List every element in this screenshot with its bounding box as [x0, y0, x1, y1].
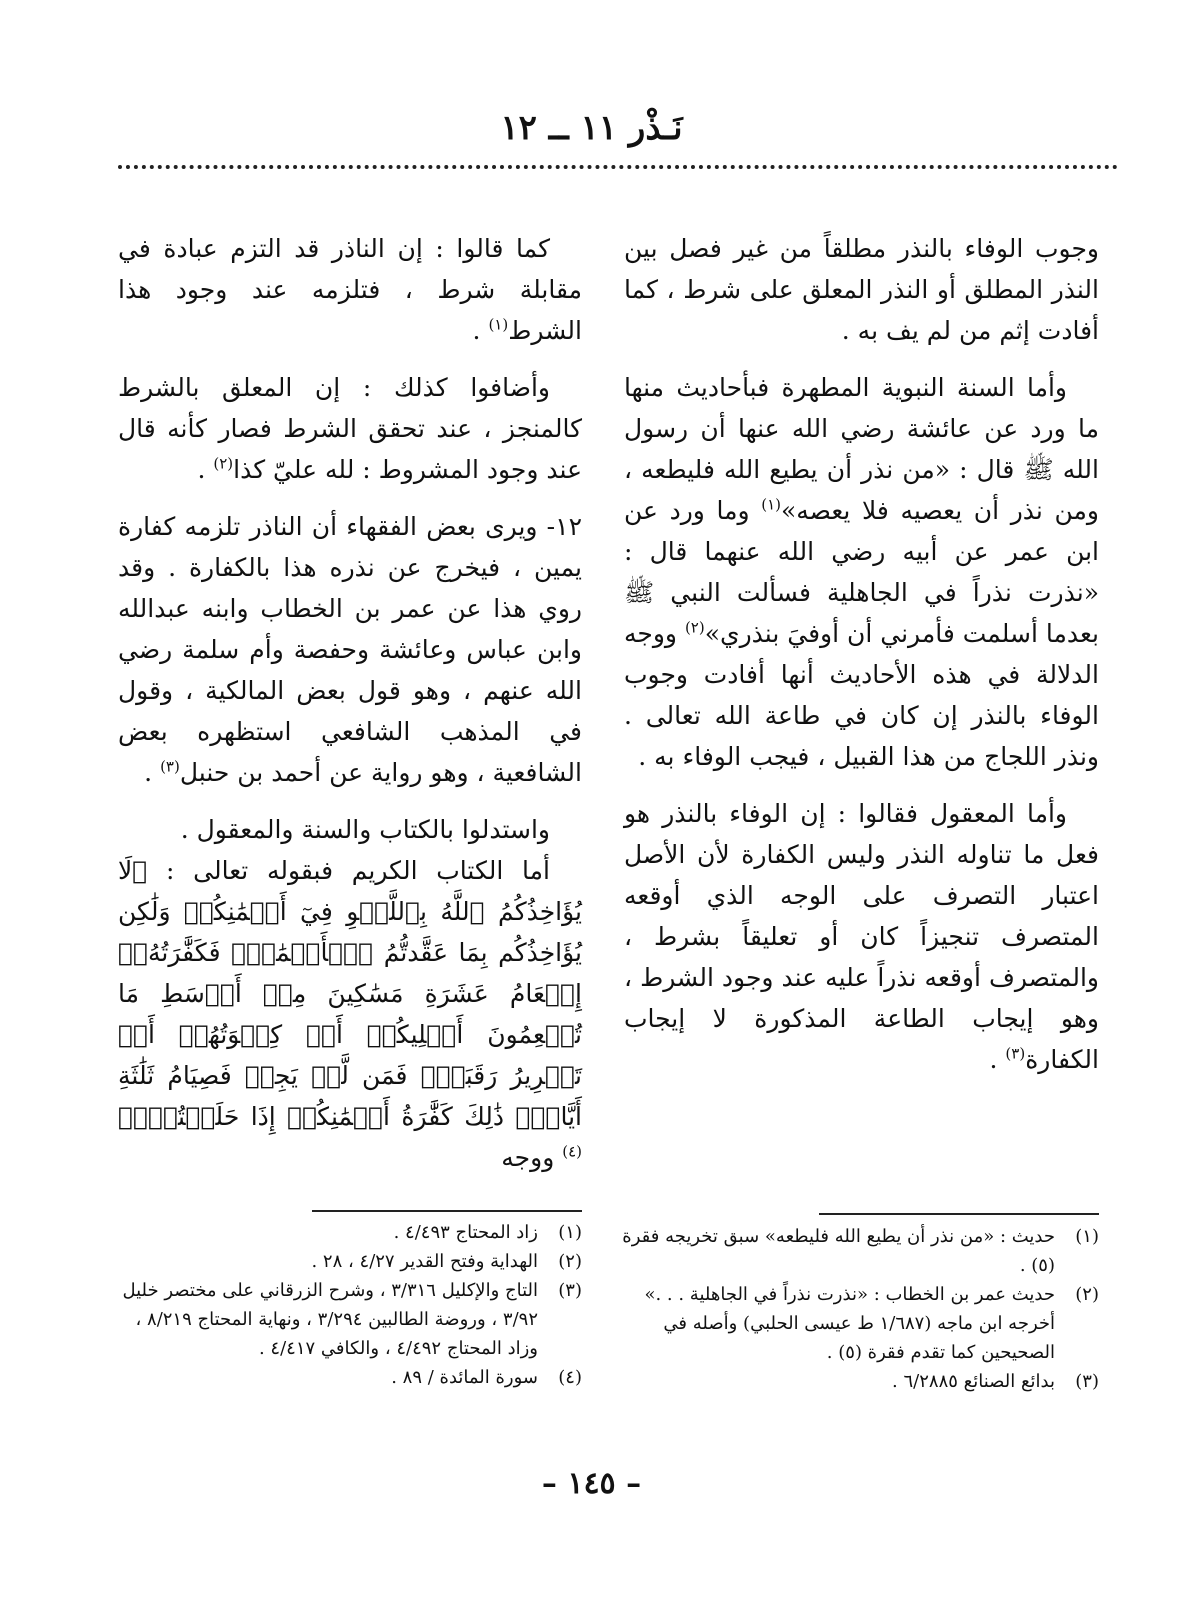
page-number: – ١٤٥ – — [541, 1466, 642, 1501]
footnote-item — [108, 1276, 582, 1363]
left-p5-intro: أما الكتاب الكريم فبقوله تعالى : — [147, 856, 550, 885]
left-paragraph-2 — [118, 367, 582, 490]
footnote-ref-1: (١) — [761, 495, 781, 514]
left-p3-end: . — [144, 758, 161, 787]
footnote-number: (٢) — [1075, 1284, 1099, 1305]
left-paragraph-1 — [118, 228, 582, 351]
footnote-item — [600, 1280, 1099, 1367]
footnote-ref-3: (٣) — [1005, 1044, 1026, 1063]
footnote-rule-left — [312, 1210, 582, 1212]
footnote-text: التاج والإكليل ٣/٣١٦ ، وشرح الزرقاني على مختصر خليل ٣/٩٢ ، وروضة الطالبين ٣/٢٩٤ ، ونهاية المحتاج ٨/٢١٩ ، وزاد المحتاج ٤/٤٩٢ ، والكافي ٤/٤١٧ . — [122, 1280, 538, 1359]
right-p2-text-a: وأما السنة النبوية المطهرة فبأحاديث منها ما ورد عن عائشة رضي الله عنها أن رسول الله ﷺ قال : «من نذر أن يطيع الله فليطعه ، ومن نذر أن يعصيه فلا يعصه» — [624, 373, 1099, 525]
footnote-number: (١) — [558, 1222, 582, 1243]
right-paragraph-3 — [624, 793, 1099, 1080]
footnote-ref-2: (٢) — [684, 618, 705, 637]
footnote-number: (١) — [1075, 1226, 1099, 1247]
header-dotted-rule — [118, 165, 1118, 169]
left-p2-text: وأضافوا كذلك : إن المعلق بالشرط كالمنجز ، عند تحقق الشرط فصار كأنه قال عند وجود المشروط : لله عليّ كذا — [118, 373, 582, 484]
left-paragraph-4: واستدلوا بالكتاب والسنة والمعقول . — [180, 815, 550, 844]
footnote-item — [600, 1222, 1099, 1280]
quran-verse: ﴿لَا يُؤَاخِذُكُمُ ٱللَّهُ بِٱللَّغۡوِ فِيٓ أَيۡمَٰنِكُمۡ وَلَٰكِن يُؤَاخِذُكُم بِمَا عَقَّدتُّمُ ٱلۡأَيۡمَٰنَۖ فَكَفَّٰرَتُهُۥٓ إِطۡعَامُ عَشَرَةِ مَسَٰكِينَ مِنۡ أَوۡسَطِ مَا تُطۡعِمُونَ أَهۡلِيكُمۡ أَوۡ كِسۡوَتُهُمۡ أَوۡ تَحۡرِيرُ رَقَبَةٖۖ فَمَن لَّمۡ يَجِدۡ فَصِيَامُ ثَلَٰثَةِ أَيَّامٖۚ ذَٰلِكَ كَفَّٰرَةُ أَيۡمَٰنِكُمۡ إِذَا حَلَفۡتُمۡۚ﴾ — [118, 856, 582, 1131]
footnotes-left — [108, 1218, 582, 1392]
footnote-ref-3: (٣) — [160, 757, 180, 776]
left-p3-text: ١٢- ويرى بعض الفقهاء أن الناذر تلزمه كفارة يمين ، فيخرج عن نذره هذا بالكفارة . وقد روي هذا عن عمر بن الخطاب وابنه عبدالله وابن عباس وعائشة وحفصة وأم سلمة رضي الله عنهم ، وهو قول بعض المالكية ، وقول في المذهب الشافعي استظهره بعض الشافعية ، وهو رواية عن أحمد بن حنبل — [118, 512, 582, 787]
right-paragraph-1: وجوب الوفاء بالنذر مطلقاً من غير فصل بين النذر المطلق أو النذر المعلق على شرط ، كما أفادت إثم من لم يف به . — [624, 234, 1099, 345]
left-column — [118, 228, 582, 1194]
footnote-number: (٣) — [558, 1280, 582, 1301]
footnote-text: بدائع الصنائع ٦/٢٨٨٥ . — [892, 1371, 1055, 1392]
right-column — [624, 228, 1099, 1096]
right-p2-text-c: ووجه الدلالة في هذه الأحاديث أنها أفادت وجوب الوفاء بالنذر إن كان في طاعة الله تعالى . ونذر اللجاج من هذا القبيل ، فيجب الوفاء به . — [623, 619, 1099, 771]
footnote-item — [108, 1363, 582, 1392]
footnote-number: (٣) — [1075, 1371, 1099, 1392]
left-p1-text: كما قالوا : إن الناذر قد التزم عبادة في مقابلة شرط ، فتلزمه عند وجود هذا الشرط — [118, 234, 582, 345]
footnote-item — [108, 1247, 582, 1276]
right-p3-end: . — [989, 1045, 1006, 1074]
right-p2-text-b: وما ورد عن ابن عمر عن أبيه رضي الله عنهما قال : «نذرت نذراً في الجاهلية فسألت النبي ﷺ بعدما أسلمت فأمرني أن أوفيَ بنذري» — [624, 496, 1099, 648]
left-p5-end: ووجه — [501, 1143, 563, 1172]
footnote-text: حديث : «من نذر أن يطيع الله فليطعه» سبق تخريجه فقرة (٥) . — [622, 1226, 1055, 1276]
right-p3-text: وأما المعقول فقالوا : إن الوفاء بالنذر هو فعل ما تناوله النذر وليس الكفارة لأن الأصل اعتبار التصرف على الوجه الذي أوقعه المتصرف تنجيزاً كان أو تعليقاً بشرط ، والمتصرف أوقعه نذراً عليه عند وجود الشرط ، وهو إيجاب الطاعة المذكورة لا إيجاب الكفارة — [624, 799, 1099, 1074]
footnote-number: (٢) — [558, 1251, 582, 1272]
left-p2-end: . — [197, 455, 214, 484]
running-header: نَـذْر ١١ ــ ١٢ — [500, 108, 683, 148]
footnote-text: زاد المحتاج ٤/٤٩٣ . — [393, 1222, 538, 1243]
footnotes-right — [600, 1222, 1099, 1396]
footnote-text: سورة المائدة / ٨٩ . — [391, 1367, 538, 1388]
footnote-rule-right — [819, 1213, 1099, 1215]
footnote-number: (٤) — [558, 1367, 582, 1388]
left-paragraph-5 — [118, 850, 582, 1178]
footnote-ref-1: (١) — [488, 315, 509, 334]
footnote-text: الهداية وفتح القدير ٤/٢٧ ، ٢٨ . — [311, 1251, 538, 1272]
right-paragraph-2 — [624, 367, 1099, 777]
footnote-ref-2: (٢) — [213, 454, 234, 473]
left-p1-end: . — [472, 316, 489, 345]
footnote-text: حديث عمر بن الخطاب : «نذرت نذراً في الجاهلية . . .» أخرجه ابن ماجه (١/٦٨٧ ط عيسى الحلبي) وأصله في الصحيحين كما تقدم فقرة (٥) . — [644, 1284, 1055, 1363]
footnote-item — [108, 1218, 582, 1247]
footnote-item — [600, 1367, 1099, 1396]
footnote-ref-4: (٤) — [562, 1142, 582, 1161]
left-paragraph-3 — [118, 506, 582, 793]
